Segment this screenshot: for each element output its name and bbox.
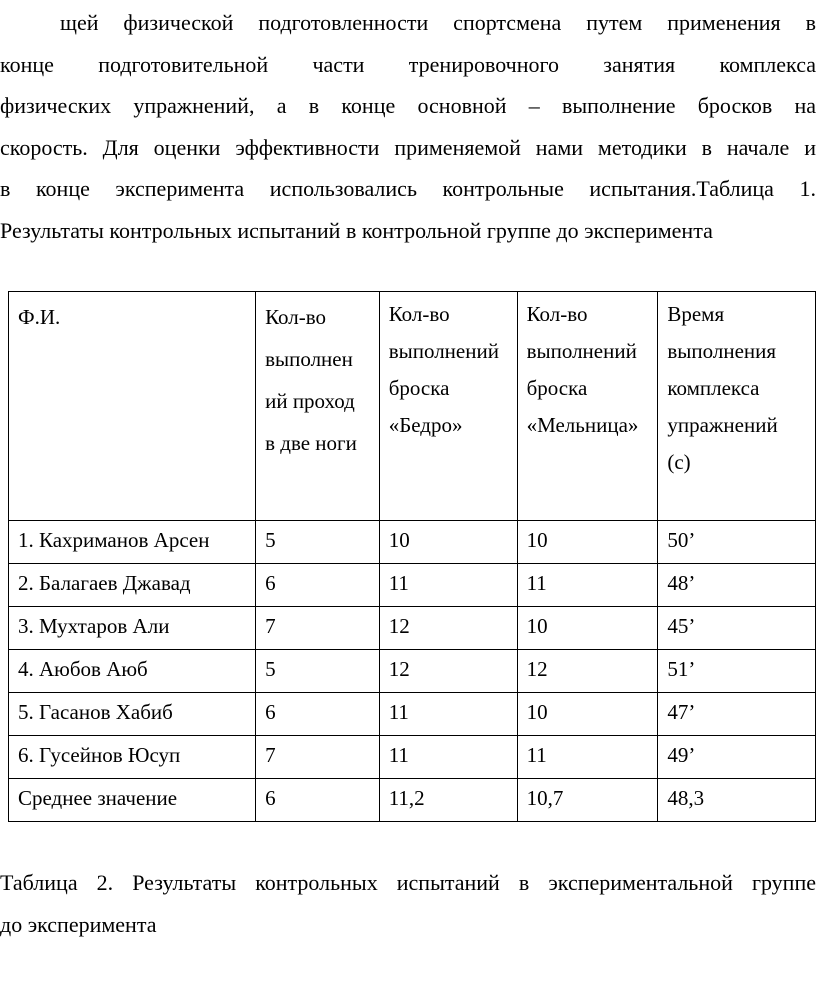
- header-line: выполнения: [667, 339, 777, 363]
- cell-hip-throw-count: 11: [379, 736, 517, 779]
- cell-pass-count: 7: [256, 736, 380, 779]
- cell-complex-time: 50’: [658, 521, 816, 564]
- cell-hip-throw-count: 11: [379, 564, 517, 607]
- cell-name: 3. Мухтаров Али: [9, 607, 256, 650]
- header-line: Ф.И.: [18, 305, 61, 329]
- cell-hip-throw-count: 11: [379, 693, 517, 736]
- cell-pass-count: 7: [256, 607, 380, 650]
- header-line: выполнений: [526, 339, 637, 363]
- table2-caption: [0, 862, 816, 945]
- cell-name: 1. Кахриманов Арсен: [9, 521, 256, 564]
- cell-hip-throw-count: 10: [379, 521, 517, 564]
- cell-mill-throw-count: 11: [517, 564, 658, 607]
- table1-caption: Результаты контрольных испытаний в контрольной группе до эксперимента: [0, 217, 713, 243]
- cell-hip-throw-count: 12: [379, 607, 517, 650]
- cell-complex-time: 51’: [658, 650, 816, 693]
- header-pass-count: [256, 292, 380, 521]
- body-paragraph: [0, 2, 816, 251]
- header-line: броска: [388, 376, 450, 400]
- cell-pass-count: 5: [256, 650, 380, 693]
- table-row: [9, 564, 816, 607]
- paragraph-line: скорость. Для оценки эффективности применяемой нами методики в начале и: [0, 134, 816, 160]
- header-hip-throw-count: [379, 292, 517, 521]
- cell-name: Среднее значение: [9, 779, 256, 822]
- header-line: выполнен: [265, 347, 353, 371]
- cell-pass-count: 6: [256, 779, 380, 822]
- cell-complex-time: 47’: [658, 693, 816, 736]
- header-line: в две ноги: [265, 431, 357, 455]
- table-row: [9, 521, 816, 564]
- table-row-average: [9, 779, 816, 822]
- header-line: «Бедро»: [388, 413, 463, 437]
- caption-line: Таблица 2. Результаты контрольных испытаний в экспериментальной группе: [0, 870, 816, 895]
- header-line: Кол-во: [265, 305, 327, 329]
- results-table: [8, 291, 816, 822]
- cell-pass-count: 6: [256, 564, 380, 607]
- cell-mill-throw-count: 11: [517, 736, 658, 779]
- cell-complex-time: 45’: [658, 607, 816, 650]
- cell-mill-throw-count: 10,7: [517, 779, 658, 822]
- header-line: Время: [667, 302, 725, 326]
- cell-complex-time: 48’: [658, 564, 816, 607]
- cell-complex-time: 49’: [658, 736, 816, 779]
- paragraph-line: щей физической подготовленности спортсмена путем применения в: [60, 10, 816, 35]
- cell-mill-throw-count: 12: [517, 650, 658, 693]
- cell-name: 2. Балагаев Джавад: [9, 564, 256, 607]
- header-line: выполнений: [388, 339, 499, 363]
- table-row: [9, 650, 816, 693]
- header-line: «Мельница»: [526, 413, 639, 437]
- header-line: (с): [667, 450, 691, 474]
- table-header-row: [9, 292, 816, 521]
- cell-name: 5. Гасанов Хабиб: [9, 693, 256, 736]
- paragraph-line: физических упражнений, а в конце основной – выполнение бросков на: [0, 93, 816, 118]
- table-row: [9, 693, 816, 736]
- paragraph-line: в конце эксперимента использовались контрольные испытания.Таблица 1.: [0, 176, 816, 201]
- cell-pass-count: 6: [256, 693, 380, 736]
- cell-hip-throw-count: 11,2: [379, 779, 517, 822]
- header-line: Кол-во: [526, 302, 588, 326]
- cell-pass-count: 5: [256, 521, 380, 564]
- header-line: комплекса: [667, 376, 760, 400]
- header-mill-throw-count: [517, 292, 658, 521]
- cell-hip-throw-count: 12: [379, 650, 517, 693]
- caption-line: до эксперимента: [0, 911, 157, 937]
- cell-mill-throw-count: 10: [517, 693, 658, 736]
- header-complex-time: [658, 292, 816, 521]
- cell-name: 4. Аюбов Аюб: [9, 650, 256, 693]
- header-name: [9, 292, 256, 521]
- paragraph-line: конце подготовительной части тренировочного занятия комплекса: [0, 51, 816, 77]
- cell-mill-throw-count: 10: [517, 607, 658, 650]
- cell-name: 6. Гусейнов Юсуп: [9, 736, 256, 779]
- header-line: ий проход: [265, 389, 355, 413]
- header-line: броска: [526, 376, 588, 400]
- header-line: упражнений: [667, 413, 778, 437]
- cell-mill-throw-count: 10: [517, 521, 658, 564]
- table-row: [9, 736, 816, 779]
- table-row: [9, 607, 816, 650]
- cell-complex-time: 48,3: [658, 779, 816, 822]
- header-line: Кол-во: [388, 302, 450, 326]
